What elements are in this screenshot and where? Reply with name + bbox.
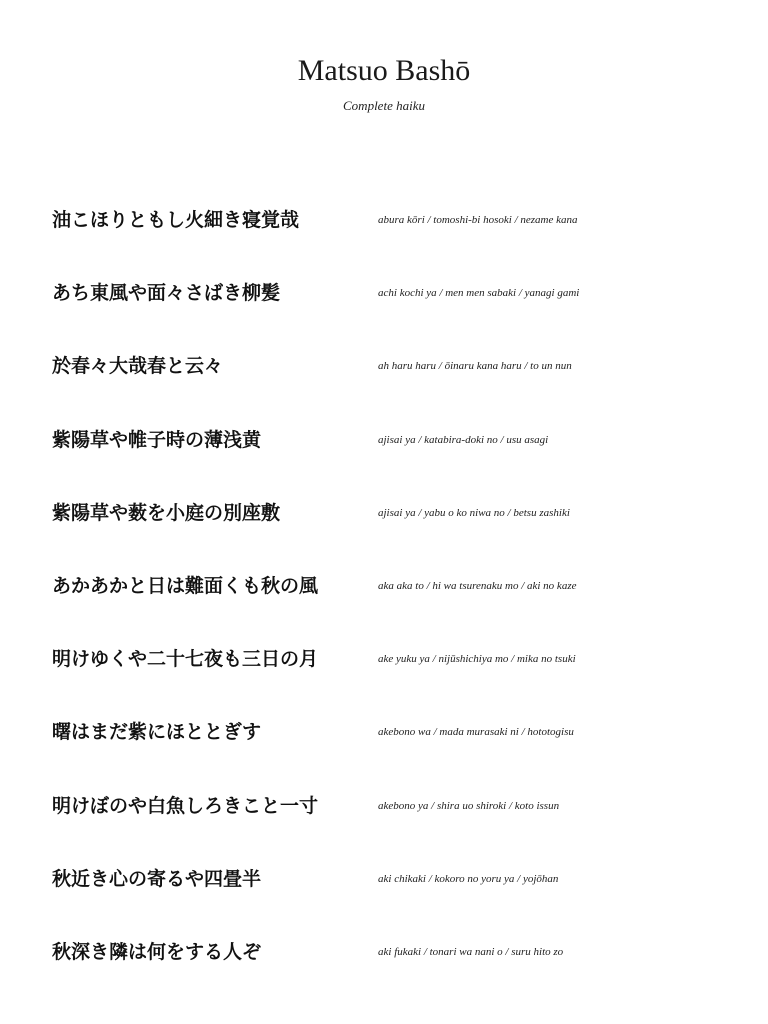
haiku-list (0, 184, 768, 989)
haiku-entry (0, 696, 768, 769)
haiku-romaji: aki fukaki / tonari wa nani o / suru hito zo (378, 945, 564, 958)
haiku-romaji: ake yuku ya / nijūshichiya mo / mika no tsuki (378, 653, 576, 666)
haiku-romaji: ajisai ya / katabira-doki no / usu asagi (378, 433, 549, 446)
haiku-japanese: 秋深き隣は何をする人ぞ (52, 940, 262, 963)
haiku-entry (0, 257, 768, 330)
page-subtitle: Complete haiku (343, 98, 425, 113)
haiku-entry (0, 843, 768, 916)
haiku-entry (0, 330, 768, 403)
haiku-entry (0, 623, 768, 696)
haiku-japanese: 於春々大哉春と云々 (52, 355, 224, 378)
haiku-entry (0, 550, 768, 623)
haiku-romaji: aki chikaki / kokoro no yoru ya / yojōhan (378, 872, 559, 885)
haiku-japanese: 秋近き心の寄るや四畳半 (52, 867, 262, 890)
page-title: Matsuo Bashō (297, 54, 471, 87)
haiku-entry (0, 770, 768, 843)
haiku-japanese: 曙はまだ紫にほととぎす (52, 721, 262, 744)
haiku-japanese: 紫陽草や薮を小庭の別座敷 (52, 501, 281, 524)
haiku-japanese: あち東風や面々さばき柳髪 (52, 282, 281, 305)
haiku-japanese: あかあかと日は難面くも秋の風 (52, 574, 319, 597)
haiku-romaji: ajisai ya / yabu o ko niwa no / betsu zashiki (378, 506, 570, 519)
haiku-entry (0, 477, 768, 550)
haiku-romaji: akebono ya / shira uo shiroki / koto issun (378, 799, 560, 812)
haiku-entry (0, 916, 768, 989)
haiku-romaji: aka aka to / hi wa tsurenaku mo / aki no kaze (378, 579, 577, 592)
haiku-japanese: 紫陽草や帷子時の薄浅黄 (52, 428, 262, 451)
haiku-entry (0, 184, 768, 257)
haiku-romaji: ah haru haru / ōinaru kana haru / to un nun (378, 360, 572, 373)
haiku-romaji: akebono wa / mada murasaki ni / hototogisu (378, 726, 574, 739)
haiku-romaji: abura kōri / tomoshi-bi hosoki / nezame kana (378, 214, 578, 226)
haiku-japanese: 明けぼのや白魚しろきこと一寸 (52, 794, 319, 817)
haiku-entry (0, 404, 768, 477)
haiku-japanese: 油こほりともし火細き寝覚哉 (52, 209, 300, 231)
haiku-romaji: achi kochi ya / men men sabaki / yanagi gami (378, 287, 580, 300)
haiku-japanese: 明けゆくや二十七夜も三日の月 (52, 648, 319, 671)
